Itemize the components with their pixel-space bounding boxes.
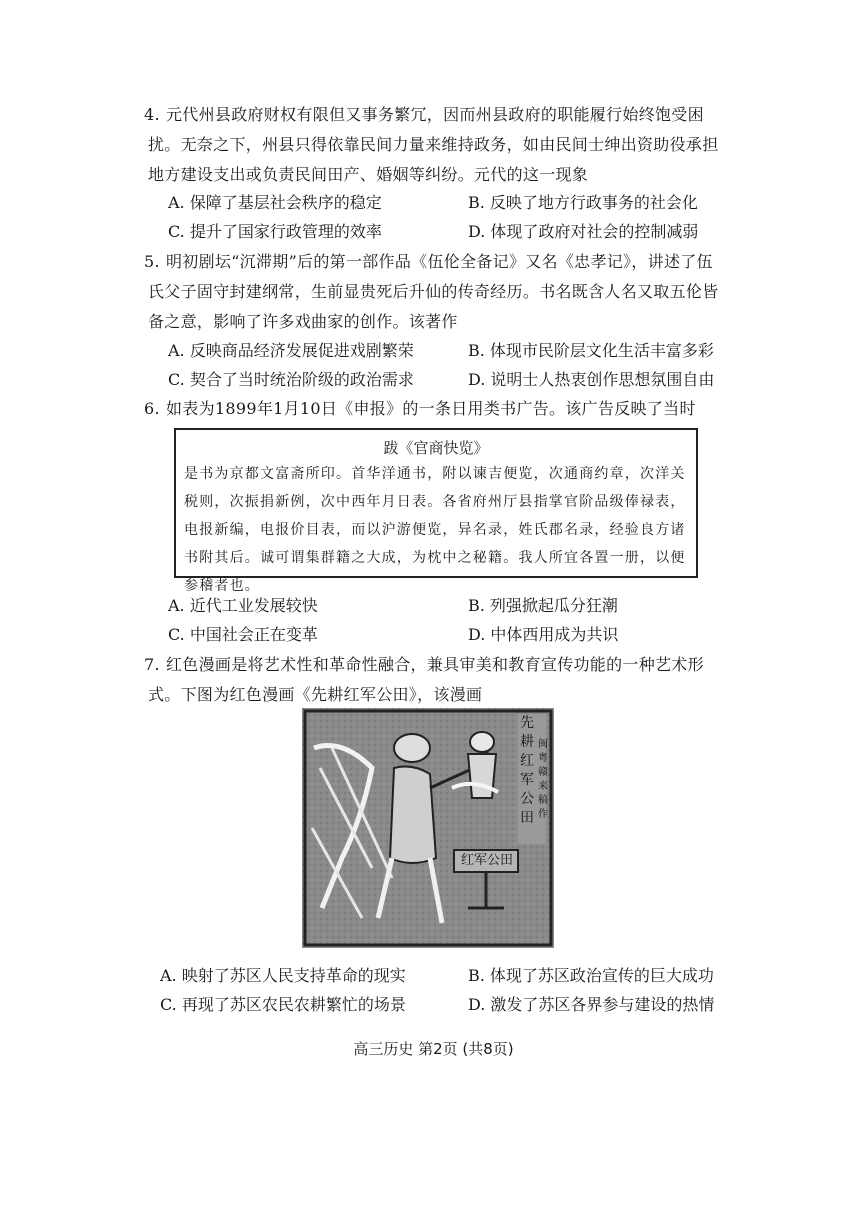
option-c: C. 提升了国家行政管理的效率	[168, 222, 382, 241]
option-c: C. 中国社会正在变革	[168, 625, 318, 644]
page-footer: 高三历史 第2页 (共8页)	[353, 1040, 514, 1058]
question-stem: 红色漫画是将艺术性和革命性融合，兼具审美和教育宣传功能的一种艺术形式。下图为红色漫画《先耕红军公田》，该漫画	[148, 655, 704, 704]
question-stem: 元代州县政府财权有限但又事务繁冗，因而州县政府的职能履行始终饱受困扰。无奈之下，州县只得依靠民间力量来维持政务，如由民间士绅出资助役承担地方建设支出或负责民间田产、婚姻等纠纷。元代的这一现象	[148, 105, 719, 184]
question-5-options	[168, 336, 728, 394]
question-number: 7.	[144, 655, 160, 674]
option-b: B. 体现了苏区政治宣传的巨大成功	[468, 966, 714, 985]
cartoon-vertical-title: 先耕红军公田	[520, 715, 534, 826]
question-number: 4.	[144, 105, 160, 124]
option-b: B. 列强掀起瓜分狂潮	[468, 596, 618, 615]
newspaper-ad-box	[174, 428, 698, 594]
question-4-options	[168, 188, 728, 246]
option-a: A. 反映商品经济发展促进戏剧繁荣	[168, 341, 414, 360]
question-number: 5.	[144, 252, 160, 271]
question-stem: 如表为1899年1月10日《申报》的一条日用类书广告。该广告反映了当时	[166, 399, 696, 418]
option-c: C. 再现了苏区农民农耕繁忙的场景	[160, 995, 406, 1014]
question-6	[144, 394, 728, 424]
question-5	[144, 247, 728, 337]
option-d: D. 激发了苏区各界参与建设的热情	[468, 995, 715, 1014]
question-7-options	[160, 961, 728, 1019]
question-6-options	[168, 591, 728, 649]
option-a: A. 近代工业发展较快	[168, 596, 318, 615]
question-4	[144, 100, 728, 190]
cartoon-sign-text: 红军公田	[460, 853, 513, 868]
question-7	[144, 650, 728, 710]
option-c: C. 契合了当时统治阶级的政治需求	[168, 370, 414, 389]
woodcut-cartoon-image	[302, 708, 554, 948]
option-a: A. 映射了苏区人民支持革命的现实	[160, 966, 406, 985]
ad-body: 是书为京都文富斋所印。首华洋通书，附以谏吉便览，次通商约章，次洋关税则，次振捐新例，次中西年月日表。各省府州厅县指掌官阶品级俸禄表，电报新编，电报价目表，而以沪游便览，异名录，姓氏郡名录，经验良方诸书附其后。诚可谓集群籍之大成，为枕中之秘籍。我人所宜各置一册，以便参稽者也。	[184, 466, 686, 594]
option-d: D. 中体西用成为共识	[468, 625, 619, 644]
cartoon-drawing	[302, 708, 554, 948]
question-stem: 明初剧坛“沉滞期”后的第一部作品《伍伦全备记》又名《忠孝记》，讲述了伍氏父子固守封建纲常，生前显贵死后升仙的传奇经历。书名既含人名又取五伦皆备之意，影响了许多戏曲家的创作。该著作	[148, 252, 719, 331]
option-d: D. 体现了政府对社会的控制减弱	[468, 222, 699, 241]
question-number: 6.	[144, 399, 160, 418]
option-b: B. 体现市民阶层文化生活丰富多彩	[468, 341, 714, 360]
option-a: A. 保障了基层社会秩序的稳定	[168, 193, 382, 212]
option-b: B. 反映了地方行政事务的社会化	[468, 193, 698, 212]
option-d: D. 说明士人热衷创作思想氛围自由	[468, 370, 715, 389]
ad-title: 跋《官商快览》	[383, 439, 489, 457]
cartoon-vertical-author: 闽粤赣来稿作	[538, 739, 548, 820]
